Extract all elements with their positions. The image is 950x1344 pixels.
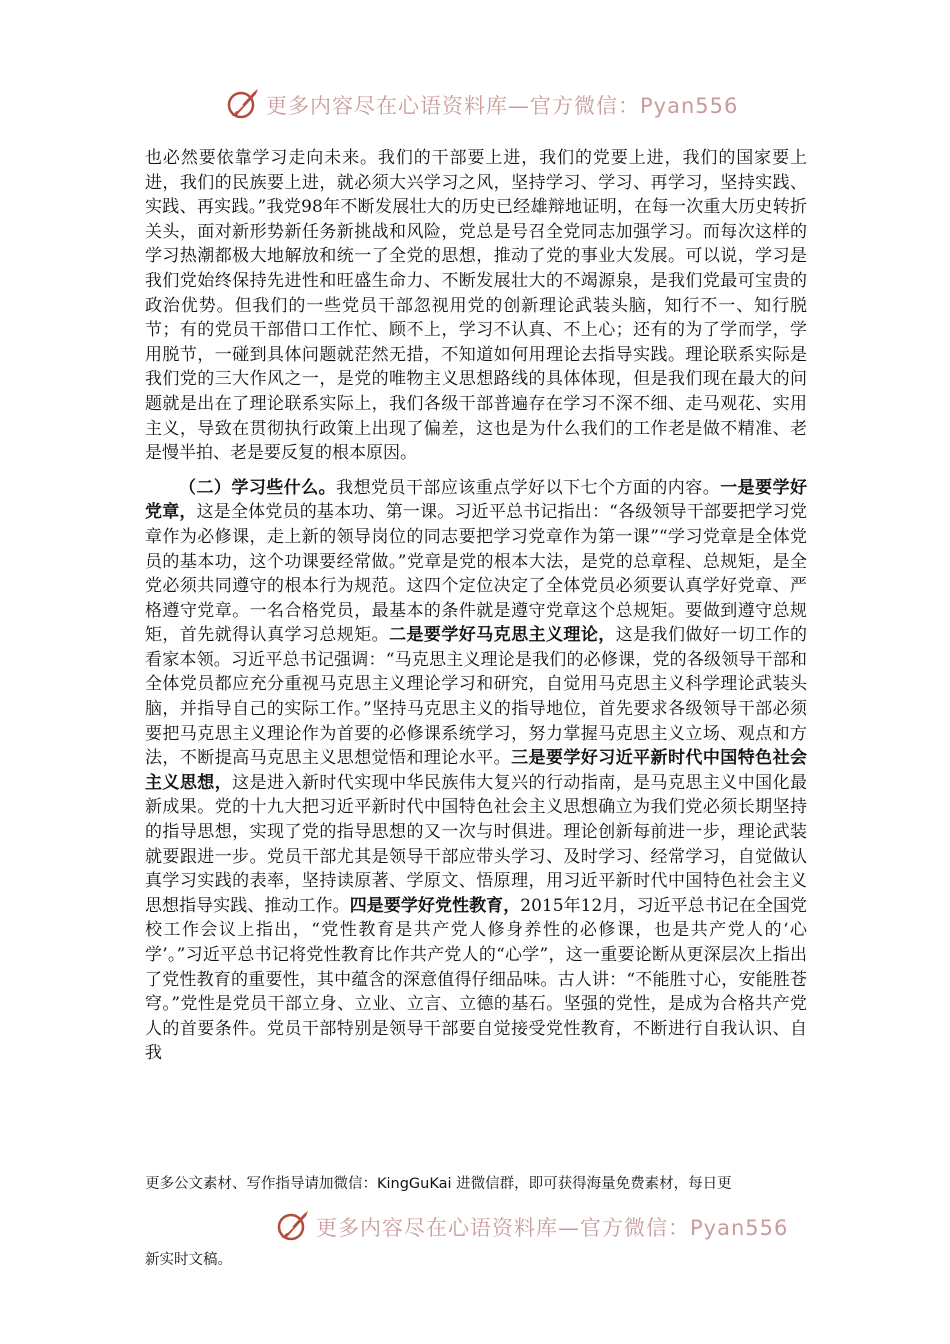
header-watermark <box>0 84 950 124</box>
point-three: 三是要学好习近平新时代中国特色社会主义思想， <box>145 748 808 793</box>
watermark-text: 更多内容尽在心语资料库—官方微信：Pyan556 <box>316 1216 789 1240</box>
section-heading: （二）学习些什么。 <box>179 477 337 498</box>
paragraph-2: （二）学习些什么。我想党员干部应该重点学好以下七个方面的内容。一是要学好党章，这是全体党员的基本功、第一课。习近平总书记指出：“各级领导干部要把学习党章作为必修课，走上新的领导岗位的同志要把学习党章作为第一课”“学习党章是全体党员的基本功，这个功课要经常做。”党章是党的根本大法，是党的总章程、总规矩，是全党必须共同遵守的根本行为规范。这四个定位决定了全体党员必须要认真学好党章、严格遵守党章。一名合格党员，最基本的条件就是遵守党章这个总规矩。要做到遵守总规矩，首先就得认真学习总规矩。二是要学好马克思主义理论，这是我们做好一切工作的看家本领。习近平总书记强调：“马克思主义理论是我们的必修课，党的各级领导干部和全体党员都应充分重视马克思主义理论学习和研究，自觉用马克思主义科学理论武装头脑，并指导自己的实际工作。”坚持马克思主义的指导地位，首先要求各级领导干部必须要把马克思主义理论作为首要的必修课系统学习，努力掌握马克思主义立场、观点和方法，不断提高马克思主义思想觉悟和理论水平。三是要学好习近平新时代中国特色社会主义思想，这是进入新时代实现中华民族伟大复兴的行动指南，是马克思主义中国化最新成果。党的十九大把习近平新时代中国特色社会主义思想确立为我们党必须长期坚持的指导思想，实现了党的指导思想的又一次与时俱进。理论创新每前进一步，理论武装就要跟进一步。党员干部尤其是领导干部应带头学习、及时学习、经常学习，自觉做认真学习实践的表率，坚持读原著、学原文、悟原理，用习近平新时代中国特色社会主义思想指导实践、推动工作。四是要学好党性教育，2015年12月，习近平总书记在全国党校工作会议上指出，“党性教育是共产党人修身养性的必修课，也是共产党人的‘心学’。”习近平总书记将党性教育比作共产党人的“心学”，这一重要论断从更深层次上指出了党性教育的重要性，其中蕴含的深意值得仔细品味。古人讲：“不能胜寸心，安能胜苍穹。”党性是党员干部立身、立业、立言、立德的基石。坚强的党性，是成为合格共产党人的首要条件。党员干部特别是领导干部要自觉接受党性教育，不断进行自我认识、自我 <box>145 477 808 1064</box>
quill-logo-icon <box>276 1208 312 1244</box>
footer-ad-line1: 更多公文素材、写作指导请加微信：KingGuKai 进微信群，即可获得海量免费素材，每日更 <box>145 1176 732 1192</box>
point-one: 一是要学好党章， <box>145 477 808 523</box>
footer-watermark <box>0 1206 950 1246</box>
point-four: 四是要学好党性教育， <box>349 895 521 916</box>
watermark-text: 更多内容尽在心语资料库—官方微信：Pyan556 <box>266 94 739 118</box>
document-body <box>145 146 807 1066</box>
footer-ad-line2: 新实时文稿。 <box>145 1252 232 1268</box>
quill-logo-icon <box>226 86 262 122</box>
point-two: 二是要学好马克思主义理论， <box>389 625 616 646</box>
paragraph-1: 也必然要依靠学习走向未来。我们的干部要上进，我们的党要上进，我们的国家要上进，我们的民族要上进，就必须大兴学习之风，坚持学习、学习、再学习，坚持实践、实践、再实践。”我党98年不断发展壮大的历史已经雄辩地证明，在每一次重大历史转折关头，面对新形势新任务新挑战和风险，党总是号召全党同志加强学习。而每次这样的学习热潮都极大地解放和统一了全党的思想，推动了党的事业大发展。可以说，学习是我们党始终保持先进性和旺盛生命力、不断发展壮大的不竭源泉，是我们党最可宝贵的政治优势。但我们的一些党员干部忽视用党的创新理论武装头脑，知行不一、知行脱节；有的党员干部借口工作忙、顾不上，学习不认真、不上心；还有的为了学而学，学用脱节，一碰到具体问题就茫然无措，不知道如何用理论去指导实践。理论联系实际是我们党的三大作风之一，是党的唯物主义思想路线的具体体现，但是我们现在最大的问题就是出在了理论联系实际上，我们各级干部普遍存在学习不深不细、走马观花、实用主义，导致在贯彻执行政策上出现了偏差，这也是为什么我们的工作老是做不精准、老是慢半拍、老是要反复的根本原因。 <box>145 148 807 464</box>
